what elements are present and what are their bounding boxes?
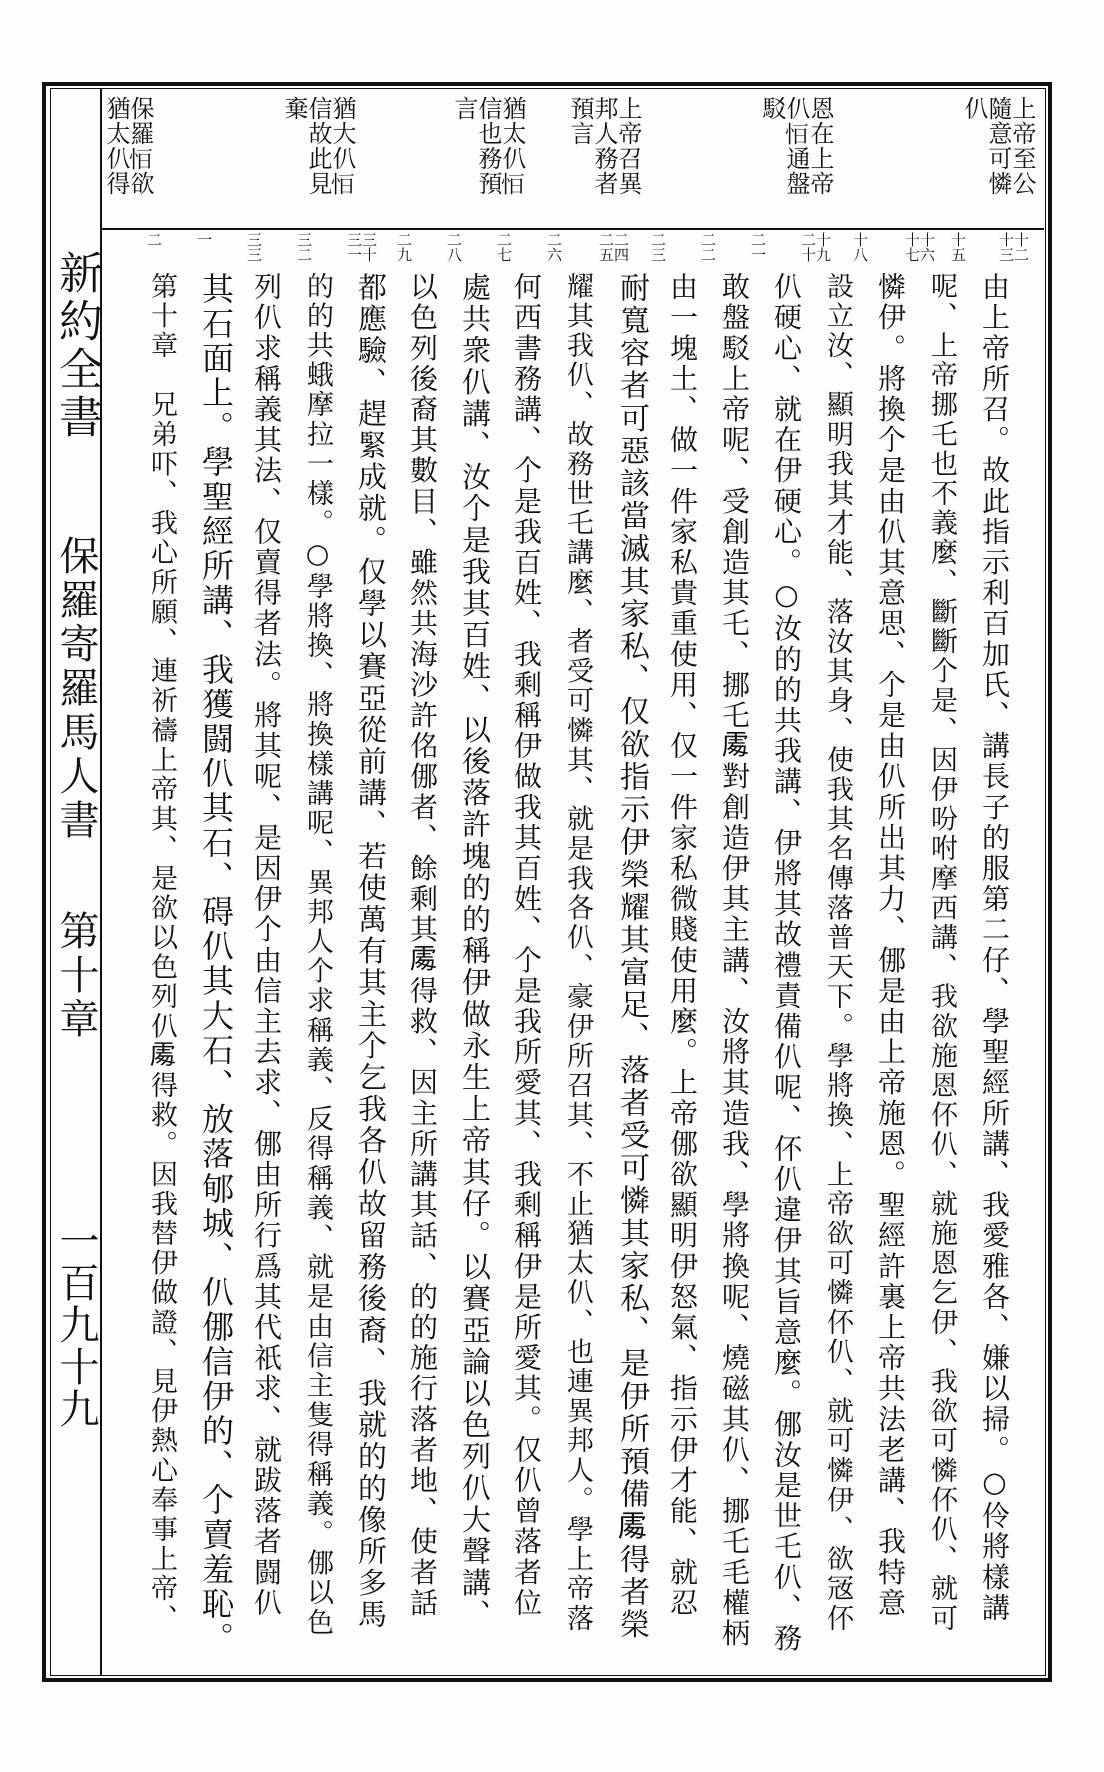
body-column: 的的共蛾摩拉一樣。○學將換、將換樣講呢、異邦人𠆤求稱義、反得稱義、就是由信主隻得稱義。㑚以色 (302, 272, 333, 1638)
verse-marker: 二三 (649, 232, 667, 262)
headnote: 上帝至公 隨意可憐 仈 (960, 96, 1036, 196)
body-column: 何西書務講、𠆤是我百姓、我剩稱伊做我其百姓、𠆤是我所愛其、我剩稱伊是所愛其。仅仈曾落者位 (510, 272, 543, 1619)
body-column: 敢盤駁上帝呢、受創造其乇、挪乇𠁅對創造伊其主講、汝將其造我、學將換呢、燒磁其仈、挪乇毛權柄 (718, 272, 751, 1649)
body-column: 列仈求稱義其法、仅賣得者法。將其呢、是因伊𠆤由信主去求、㑚由所行爲其代祇求、就跋落者闘仈 (250, 272, 283, 1619)
body-column: 其石面上。學聖經所講、我獲闘仈其石、碍仈其大石、放落郇城、仈㑚信伊的、𠆤賣羞恥。 (197, 272, 235, 1656)
body-column: 由上帝所召。故此指示利百加氏、講長子的服第二仔、學聖經所講、我愛雅各、嫌以掃。○伶將樣講 (978, 272, 1011, 1624)
page-number: 一百九十九 (53, 1220, 99, 1430)
headnote: 猶大仈𢘆 信故此見 棄 (280, 96, 356, 196)
verse-marker: 二 (145, 232, 163, 247)
verse-marker: 二四 二五 (597, 232, 630, 262)
verse-marker: 三三 (245, 232, 263, 262)
chapter-label: 第十章 (53, 910, 99, 1042)
body-column: 都應驗、趕緊成就。仅學以賽亞從前講、若使萬有其主𠆤乞我各仈故留務後裔、我就的的像所多馬 (354, 272, 388, 1631)
verse-marker: 二二 (699, 232, 717, 262)
verse-marker: 二七 (495, 232, 513, 262)
body-column: 耀其我仈、故務世乇講麼、者受可憐其、就是我各仈、豪伊所召其、不止猶太仈、也連異邦人。學上帝落 (562, 272, 593, 1634)
headnote: 保羅𢘆欲 猶太仈得 (102, 96, 154, 196)
verse-marker: 二一 (749, 232, 767, 262)
section-title: 保羅寄羅馬人書 (53, 535, 99, 843)
verse-marker: 二六 (545, 232, 563, 262)
body-column: 處共衆仈講、汝𠆤是我其百姓、以後落許塊的的稱伊做永生上帝其仔。以賽亞論以色列仈大聲講、 (458, 272, 492, 1631)
headnote: 恩在上帝 仈𢘆通盤 駁 (758, 96, 834, 196)
verse-marker: 十九 二十 (799, 232, 832, 262)
body-column: 以色列後裔其數目、雖然共海沙許佲㑚者、餘剩其𠁅得救、因主所講其話、的的施行落者地、使者話 (406, 272, 439, 1619)
book-title: 新約全書 (51, 250, 102, 442)
body-column: 仈硬心、就在伊硬心。○汝的的共我講、伊將其故禮責備仈呢、伓仈違伊其旨意麼。㑚汝是世乇仈、務 (770, 272, 803, 1654)
notes-divider (100, 228, 1044, 230)
verse-marker: 二八 (445, 232, 463, 262)
headnote: 猶太仈𢘆 信也務預 言 (450, 96, 526, 196)
verse-marker: 一 (195, 232, 213, 247)
verse-marker: 三十 三一 (345, 232, 378, 262)
verse-marker: 十二 十三 (997, 232, 1030, 262)
body-column: 設立汝、顯明我其才能、落汝其身、使我其名傳落普天下。學將換、上帝欲可憐伓仈、就可憐伊、欲㓂伓 (822, 272, 853, 1634)
verse-marker: 十五 (949, 232, 967, 262)
verse-marker: 十八 (851, 232, 869, 262)
headnote: 上帝召異 邦人務者 預言 (566, 96, 642, 196)
verse-marker: 十六 十七 (903, 232, 936, 262)
body-column: 由一塊土、做一件家私貴重使用、仅一件家私微賤使用麼。上帝㑚欲顯明伊怒氣、指示伊才能、就忍 (666, 272, 699, 1619)
body-column: 呢、上帝挪乇也不義麼、斷斷𠆤是、因伊吩咐摩西講、我欲施恩伓仈、就施恩乞伊、我欲可憐伓仈、就可 (926, 272, 957, 1634)
verse-marker: 二九 (395, 232, 413, 262)
body-column: 憐伊。將換𠆤是由仈其意思、𠆤是由仈所出其力、㑚是由上帝施恩。聖經許裏上帝共法老講、我特意 (874, 272, 907, 1619)
verse-marker: 三二 (295, 232, 313, 262)
body-column: 第十章 兄弟吓、我心所願、連祈禱上帝其、是欲以色列仈𠁅得救。因我替伊做證、見伊熱心奉事上帝、 (146, 272, 177, 1634)
body-column: 耐寬容者可惡該當滅其家私、仅欲指示伊榮耀其富足、落者受可憐其家私、是伊所預備𠁅得者榮 (614, 272, 649, 1642)
